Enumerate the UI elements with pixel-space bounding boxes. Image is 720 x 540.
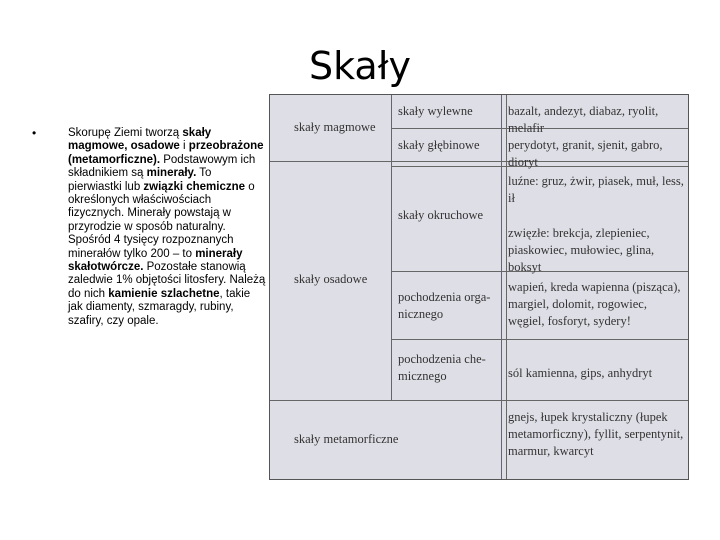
subtype-organiczne: pochodzenia orga-nicznego <box>398 290 491 321</box>
bullet-marker: • <box>32 126 37 140</box>
subtype-wylewne: skały wylewne <box>398 104 473 118</box>
examples-okruchowe-zwiezle: zwięzłe: brekcja, zlepieniec, piaskowiec, mułowiec, glina, boksyt <box>508 226 655 274</box>
text-run: To pierwiastki lub <box>68 167 212 193</box>
bold-run: kamienie szlachetne <box>108 287 220 300</box>
text-run: i <box>179 140 189 153</box>
examples-okruchowe-luzne: luźne: gruz, żwir, piasek, muł, less, ił <box>508 174 684 205</box>
bold-run: minerały. <box>146 167 197 180</box>
bold-run: związki chemiczne <box>143 180 246 193</box>
rock-classification-table <box>269 94 689 480</box>
examples-glebinowe: perydotyt, granit, sjenit, gabro, dioryt <box>508 138 663 169</box>
examples-metamorficzne: gnejs, łupek krystaliczny (łupek metamorficzny), fyllit, serpentynit, marmur, kwarcyt <box>508 410 684 458</box>
bold-run: skały magmowe, osadowe <box>68 127 212 153</box>
text-run: Podstawowym ich składnikiem są <box>68 153 256 180</box>
examples-wylewne: bazalt, andezyt, diabaz, ryolit, melafir <box>508 104 659 135</box>
text-run: o określonych właściwościach fizycznych. Minerały powstają w przyrodzie w sposób naturalny. Spośród 4 tysięcy rozpoznanych minerałów tylko 200 – to <box>68 180 255 260</box>
bold-run: minerały skałotwórcze. <box>68 247 243 274</box>
slide-title: Skały <box>308 44 412 88</box>
examples-organiczne: wapień, kreda wapienna (pisząca), margiel, dolomit, rogowiec, węgiel, fosforyt, sydery! <box>508 280 681 328</box>
group-osadowe: skały osadowe <box>294 272 368 286</box>
text-run: Pozostałe stanowią zaledwie 1% objętości litosfery. Należą do nich <box>68 261 266 300</box>
subtype-chemiczne: pochodzenia che-micznego <box>398 352 486 383</box>
subtype-okruchowe: skały okruchowe <box>398 208 484 222</box>
examples-chemiczne: sól kamienna, gips, anhydryt <box>508 366 653 380</box>
bold-run: przeobrażone (metamorficzne). <box>68 140 264 166</box>
text-run: Skorupę Ziemi tworzą <box>68 127 183 139</box>
group-metamorficzne: skały metamorficzne <box>294 432 399 446</box>
group-magmowe: skały magmowe <box>294 120 376 134</box>
text-run: , takie jak diamenty, szmaragdy, rubiny, szafiry, czy opale. <box>68 287 251 327</box>
body-paragraph <box>68 127 268 328</box>
subtype-glebinowe: skały głębinowe <box>398 138 480 152</box>
